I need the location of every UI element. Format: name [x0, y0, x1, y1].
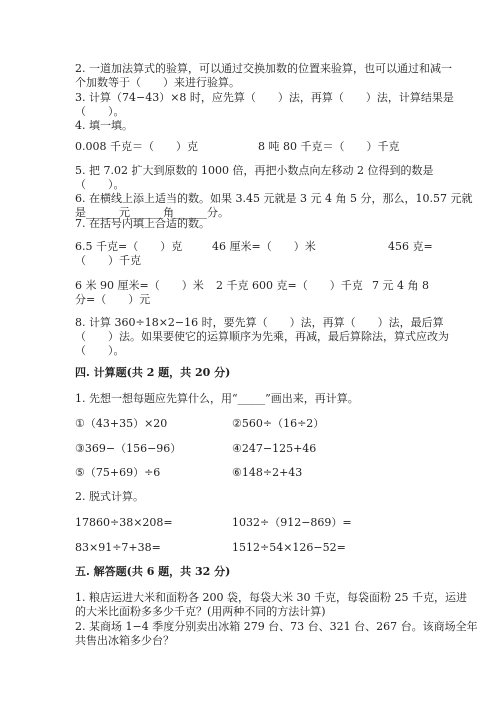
fill-row-2-c: 7 元 4 角 8: [372, 279, 429, 292]
question-6-line-1: 6. 在横线上添上适当的数。如果 3.45 元就是 3 元 4 角 5 分，那么，10.57 元就: [75, 192, 473, 205]
problem-1-line-1: 1. 粮店运进大米和面粉各 200 袋，每袋大米 30 千克，每袋面粉 25 千克，运进: [75, 591, 467, 604]
section-4-question-2: 2. 脱式计算。: [75, 490, 144, 503]
question-4-title: 4. 填一填。: [75, 119, 133, 132]
question-5-line-1: 5. 把 7.02 扩大到原数的 1000 倍，再把小数点向左移动 2 位得到的数是: [75, 164, 434, 177]
fill-row-1-a: 6.5 千克=（ ）克: [75, 240, 183, 253]
calc-3: 83×91÷7+38=: [75, 541, 161, 554]
section-4-title: 四. 计算题(共 2 题，共 20 分): [75, 366, 231, 379]
fill-row-2-d: 分=（ ）元: [75, 293, 151, 306]
question-3-line-1: 3. 计算（74−43）×8 时，应先算（ ）法，再算（ ）法，计算结果是: [75, 91, 454, 104]
section-4-question-1: 1. 先想一想每题应先算什么，用“_____”画出来，再计算。: [75, 392, 359, 405]
calc-4: 1512÷54×126−52=: [232, 541, 346, 554]
fill-row-1-b: 46 厘米=（ ）米: [212, 240, 316, 253]
calc-1: 17860÷38×208=: [75, 516, 173, 529]
section-5-title: 五. 解答题(共 6 题，共 32 分): [75, 565, 231, 578]
question-8-line-3: （ ）。: [75, 344, 125, 357]
question-3-line-2: （ ）。: [75, 105, 125, 118]
question-4-item-b: 8 吨 80 千克＝（ ）千克: [258, 140, 400, 153]
expr-2: ②560÷（16÷2）: [232, 417, 325, 430]
expr-1: ①（43+35）×20: [75, 417, 168, 430]
calc-2: 1032÷（912−869）=: [232, 516, 352, 529]
question-8-line-1: 8. 计算 360÷18×2−16 时，要先算（ ）法，再算（ ）法，最后算: [75, 316, 444, 329]
expr-3: ③369−（156−96）: [75, 442, 182, 455]
expr-4: ④247−125+46: [232, 442, 317, 455]
fill-row-2-a: 6 米 90 厘米=（ ）米: [75, 279, 204, 292]
problem-2-line-2: 共售出冰箱多少台？: [75, 634, 174, 647]
question-2-line-1: 2. 一道加法算式的验算，可以通过交换加数的位置来验算，也可以通过和减一: [75, 62, 452, 75]
question-7-title: 7. 在括号内填上合适的数。: [75, 217, 210, 230]
question-8-line-2: （ ）法。如果要使它的运算顺序为先乘，再减，最后算除法，算式应改为: [75, 330, 449, 343]
problem-2-line-1: 2. 某商场 1−4 季度分别卖出冰箱 279 台、73 台、321 台、267 台。该商场全年: [75, 620, 478, 633]
problem-1-line-2: 的大米比面粉多多少千克？(用两种不同的方法计算): [75, 605, 326, 618]
expr-5: ⑤（75+69）÷6: [75, 466, 161, 479]
expr-6: ⑥148÷2+43: [232, 466, 303, 479]
question-4-item-a: 0.008 千克＝（ ）克: [75, 140, 198, 153]
fill-row-1-d: （ ）千克: [75, 254, 141, 267]
fill-row-2-b: 2 千克 600 克=（ ）千克: [216, 279, 363, 292]
question-5-line-2: （ ）。: [75, 178, 125, 191]
question-6-line-2: 是______元______角______分。: [75, 206, 229, 219]
fill-row-1-c: 456 克=: [388, 240, 433, 253]
question-2-line-2: 个加数等于（ ）来进行验算。: [75, 76, 240, 89]
